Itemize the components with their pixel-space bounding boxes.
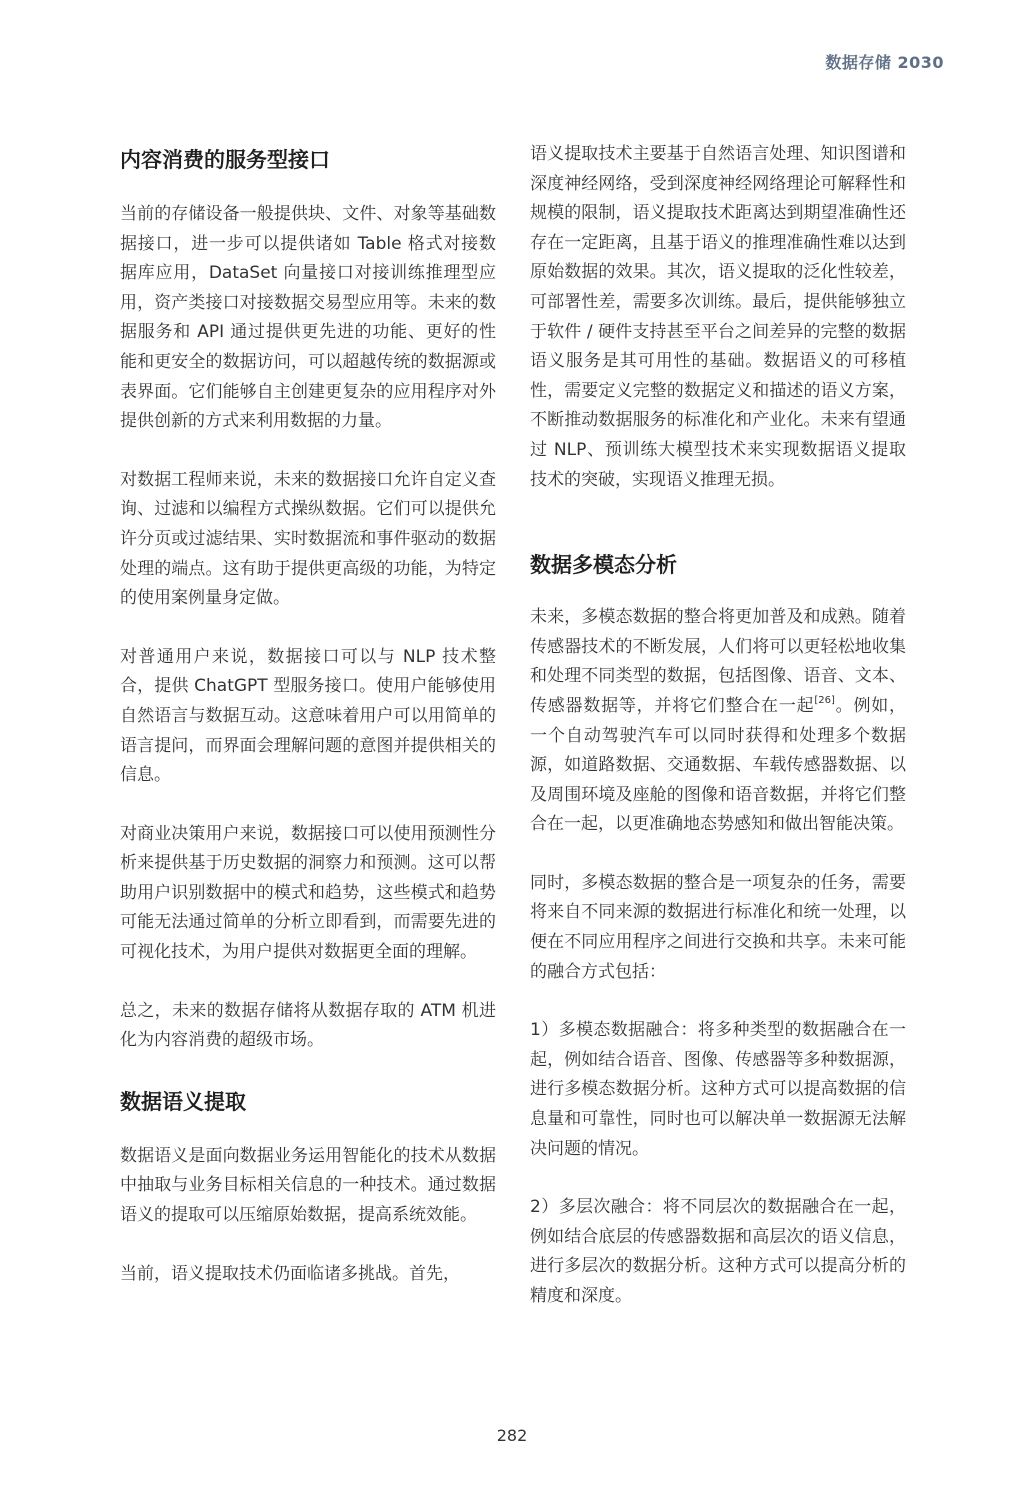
- page-number: 282: [496, 1426, 528, 1445]
- paragraph: [530, 603, 906, 840]
- text-run: 未来，多模态数据的整合将更加普及和成熟。随着传感器技术的不断发展，人们将可以更轻松地收集和处理不同类型的数据，包括图像、语音、文本、传感器数据等，并将它们整合在一起: [530, 607, 906, 716]
- paragraph: 数据语义是面向数据业务运用智能化的技术从数据中抽取与业务目标相关信息的一种技术。通过数据语义的提取可以压缩原始数据，提高系统效能。: [120, 1145, 496, 1226]
- section-heading-multimodal-analysis: 数据多模态分析: [530, 553, 677, 578]
- section-heading-service-interface: 内容消费的服务型接口: [120, 148, 330, 172]
- paragraph: 对普通用户来说，数据接口可以与 NLP 技术整合，提供 ChatGPT 型服务接口。使用户能够使用自然语言与数据互动。这意味着用户可以用简单的语言提问，而界面会理解问题的意图并提供相关的信息。: [120, 646, 496, 786]
- paragraph: 对数据工程师来说，未来的数据接口允许自定义查询、过滤和以编程方式操纵数据。它们可以提供允许分页或过滤结果、实时数据流和事件驱动的数据处理的端点。这有助于提供更高级的功能，为特定的使用案例量身定做。: [120, 469, 496, 609]
- paragraph: 总之，未来的数据存储将从数据存取的 ATM 机进化为内容消费的超级市场。: [120, 1000, 496, 1051]
- paragraph: 当前，语义提取技术仍面临诸多挑战。首先，: [120, 1263, 460, 1284]
- citation-ref: [26]: [814, 694, 835, 706]
- left-column: [120, 140, 496, 1289]
- running-header: 数据存储 2030: [825, 53, 944, 72]
- paragraph: 2）多层次融合：将不同层次的数据融合在一起，例如结合底层的传感器数据和高层次的语义信息，进行多层次的数据分析。这种方式可以提高分析的精度和深度。: [530, 1197, 906, 1306]
- paragraph: 1）多模态数据融合：将多种类型的数据融合在一起，例如结合语音、图像、传感器等多种数据源，进行多模态数据分析。这种方式可以提高数据的信息量和可靠性，同时也可以解决单一数据源无法解决问题的情况。: [530, 1020, 906, 1159]
- paragraph: 语义提取技术主要基于自然语言处理、知识图谱和深度神经网络，受到深度神经网络理论可解释性和规模的限制，语义提取技术距离达到期望准确性还存在一定距离，且基于语义的推理准确性难以达到原始数据的效果。其次，语义提取的泛化性较差，可部署性差，需要多次训练。最后，提供能够独立于软件 / 硬件支持甚至平台之间差异的完整的数据语义服务是其可用性的基础。数据语义的可移植性，需要定义完整的数据定义和描述的语义方案，不断推动数据服务的标准化和产业化。未来有望通过 NLP、预训练大模型技术来实现数据语义提取技术的突破，实现语义推理无损。: [530, 144, 906, 490]
- paragraph: 对商业决策用户来说，数据接口可以使用预测性分析来提供基于历史数据的洞察力和预测。这可以帮助用户识别数据中的模式和趋势，这些模式和趋势可能无法通过简单的分析立即看到，而需要先进的可视化技术，为用户提供对数据更全面的理解。: [120, 823, 496, 963]
- paragraph: 同时，多模态数据的整合是一项复杂的任务，需要将来自不同来源的数据进行标准化和统一处理，以便在不同应用程序之间进行交换和共享。未来可能的融合方式包括：: [530, 872, 906, 982]
- paragraph: 当前的存储设备一般提供块、文件、对象等基础数据接口，进一步可以提供诸如 Table 格式对接数据库应用，DataSet 向量接口对接训练推理型应用，资产类接口对接数据交易型应用等。未来的数据服务和 API 通过提供更先进的功能、更好的性能和更安全的数据访问，可以超越传统的数据源或表界面。它们能够自主创建更复杂的应用程序对外提供创新的方式来利用数据的力量。: [120, 204, 496, 432]
- right-column: [530, 140, 906, 1312]
- section-heading-semantic-extraction: 数据语义提取: [120, 1089, 246, 1114]
- text-run: 。例如，一个自动驾驶汽车可以同时获得和处理多个数据源，如道路数据、交通数据、车载传感器数据、以及周围环境及座舱的图像和语音数据，并将它们整合在一起，以更准确地态势感知和做出智能决策。: [530, 695, 906, 835]
